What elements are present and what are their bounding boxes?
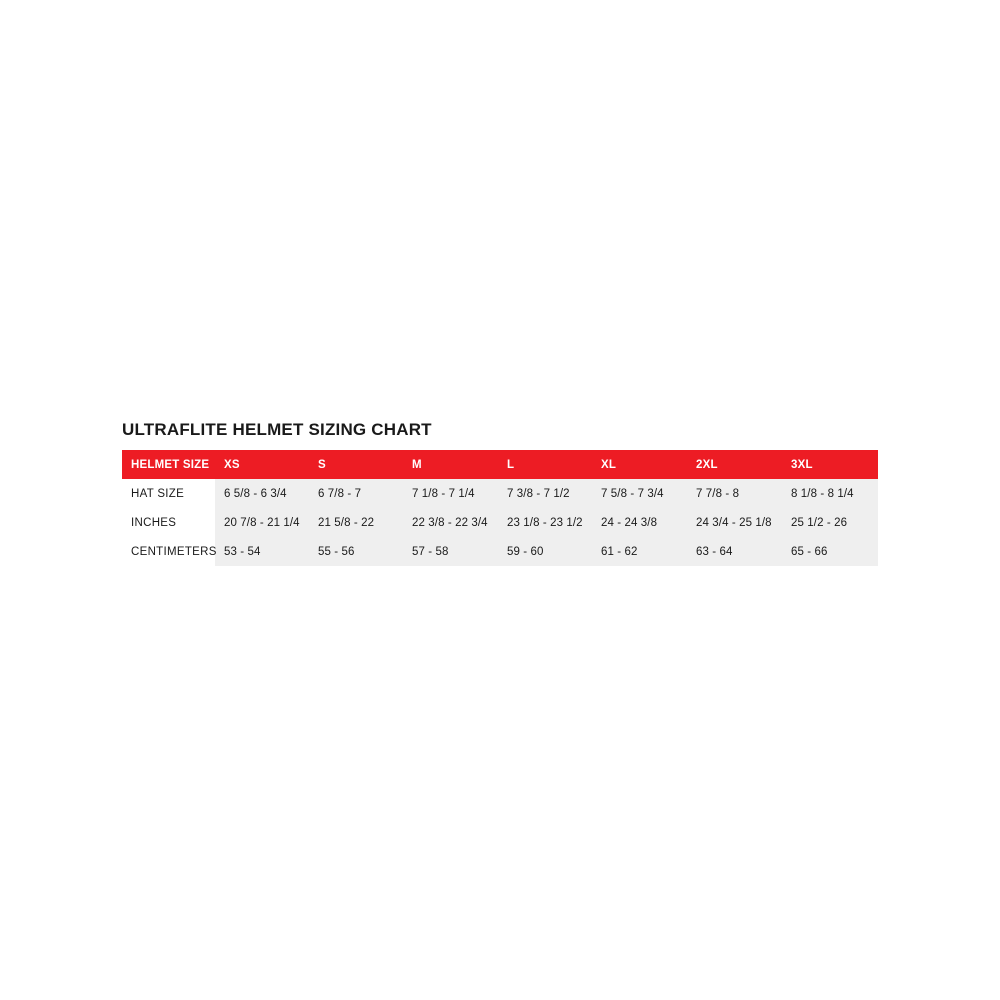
cell-centimeters-xl: 61 - 62 [601,545,638,558]
table-row [122,508,878,537]
cell-hat-size-3xl: 8 1/8 - 8 1/4 [791,487,854,500]
chart-title: ULTRAFLITE HELMET SIZING CHART [122,420,432,439]
sizing-chart-container [122,420,878,566]
table-body [122,479,878,566]
table-header [122,450,878,479]
column-header-xs: XS [215,450,309,479]
cell-inches-l: 23 1/8 - 23 1/2 [507,516,583,529]
cell-inches-xs: 20 7/8 - 21 1/4 [224,516,300,529]
column-header-helmet-size: HELMET SIZE [122,450,215,479]
column-header-2xl: 2XL [687,450,782,479]
cell-hat-size-xs: 6 5/8 - 6 3/4 [224,487,287,500]
table-header-row [122,450,878,479]
column-header-xl: XL [592,450,687,479]
row-label-inches: INCHES [122,508,215,537]
cell-centimeters-3xl: 65 - 66 [791,545,828,558]
row-label-hat-size: HAT SIZE [122,479,215,508]
column-header-l: L [498,450,592,479]
cell-inches-s: 21 5/8 - 22 [318,516,375,529]
helmet-sizing-table [122,450,878,566]
cell-inches-2xl: 24 3/4 - 25 1/8 [696,516,772,529]
cell-centimeters-s: 55 - 56 [318,545,355,558]
cell-centimeters-xs: 53 - 54 [224,545,261,558]
column-header-s: S [309,450,403,479]
cell-inches-m: 22 3/8 - 22 3/4 [412,516,488,529]
table-row [122,479,878,508]
cell-hat-size-2xl: 7 7/8 - 8 [696,487,740,500]
cell-hat-size-l: 7 3/8 - 7 1/2 [507,487,570,500]
column-header-m: M [403,450,498,479]
cell-hat-size-m: 7 1/8 - 7 1/4 [412,487,475,500]
cell-hat-size-s: 6 7/8 - 7 [318,487,362,500]
cell-centimeters-m: 57 - 58 [412,545,449,558]
cell-centimeters-l: 59 - 60 [507,545,544,558]
cell-hat-size-xl: 7 5/8 - 7 3/4 [601,487,664,500]
row-label-centimeters: CENTIMETERS [122,537,215,566]
table-row [122,537,878,566]
cell-inches-xl: 24 - 24 3/8 [601,516,658,529]
column-header-3xl: 3XL [782,450,878,479]
cell-centimeters-2xl: 63 - 64 [696,545,733,558]
cell-inches-3xl: 25 1/2 - 26 [791,516,848,529]
